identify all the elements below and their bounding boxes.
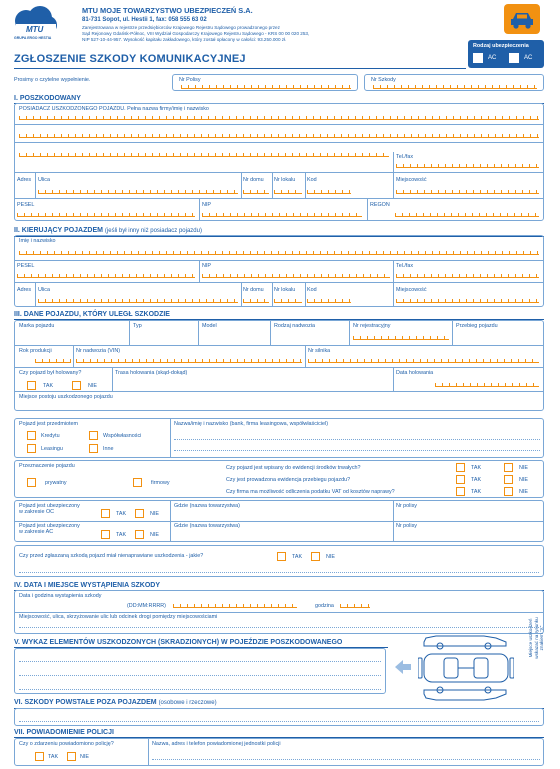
company-name: MTU MOJE TOWARZYSTWO UBEZPIECZEŃ S.A. <box>82 6 253 15</box>
damage-note <box>528 608 545 668</box>
police-yes-label: TAK <box>48 754 59 760</box>
event-hour-input[interactable] <box>340 603 370 608</box>
bank-name-line-2[interactable] <box>174 450 540 451</box>
ins-ac-checkbox-1[interactable] <box>473 53 483 63</box>
q2-yes-checkbox[interactable] <box>456 475 465 484</box>
event-date-input[interactable] <box>173 603 297 608</box>
damage-note-line-1: Miejsce uszkodzeń <box>528 618 533 658</box>
vehicle-przebieg-label: Przebieg pojazdu <box>456 323 498 329</box>
date-format-label: (DD:MM:RRRR) <box>127 603 166 609</box>
vat-question: Czy firma ma możliwość odliczenia podatku VAT od kosztów naprawy? <box>226 489 395 495</box>
driver-adres-label: Adres <box>17 287 32 293</box>
prior-damage-no-label: NIE <box>326 554 335 560</box>
towed-no-checkbox[interactable] <box>72 381 81 390</box>
police-yes-checkbox[interactable] <box>35 752 44 761</box>
tow-date-label: Data holowania <box>396 370 434 376</box>
owner-nip-input[interactable] <box>202 212 362 217</box>
bank-name-line-1[interactable] <box>174 439 540 440</box>
vehicle-box-5 <box>14 545 544 577</box>
section-2-box <box>14 235 544 307</box>
insurance-type-label: Rodzaj ubezpieczenia <box>473 43 529 49</box>
driver-miejscowosc-label: Miejscowość <box>396 287 427 293</box>
owner-miejscowosc-input[interactable] <box>396 189 539 194</box>
section-2-title: II. KIERUJĄCY POJAZDEM (jeśli był inny niż posiadacz pojazdu) <box>14 226 544 237</box>
vehicle-nrrej-label: Nr rejestracyjny <box>353 323 391 329</box>
ac-label-1: Pojazd jest ubezpieczony <box>19 523 80 529</box>
ins-ac-checkbox-2[interactable] <box>509 53 519 63</box>
kredytu-checkbox[interactable] <box>27 431 36 440</box>
outside-damage-line[interactable] <box>19 721 539 722</box>
q3-no-checkbox[interactable] <box>504 487 513 496</box>
intro-text: Prosimy o czytelne wypełnienie. <box>14 77 91 83</box>
owner-tel-label: Tel./fax <box>396 154 414 160</box>
police-no-label: NIE <box>80 754 89 760</box>
wspol-label: Współwłasności <box>103 433 142 439</box>
tow-date-input[interactable] <box>435 382 539 387</box>
q2-yes-label: TAK <box>471 477 482 483</box>
driver-tel-label: Tel./fax <box>396 263 414 269</box>
owner-label: POSIADACZ USZKODZONEGO POJAZDU. Pełna nazwa firmy/imię i nazwisko <box>19 106 209 112</box>
oc-label-2: w zakresie OC <box>19 509 55 515</box>
mileage-question: Czy jest prowadzona ewidencja przebiegu pojazdu? <box>226 477 351 483</box>
vehicle-nrrej-input[interactable] <box>353 335 449 340</box>
oc-no-checkbox[interactable] <box>135 509 144 518</box>
driver-nip-input[interactable] <box>202 273 390 278</box>
section-6-box <box>14 708 544 726</box>
damaged-elements-box <box>14 648 386 694</box>
ac-policy-label: Nr polisy <box>396 523 417 529</box>
damage-line-2[interactable] <box>19 675 381 676</box>
driver-pesel-label: PESEL <box>17 263 35 269</box>
section-1-box <box>14 103 544 221</box>
driver-nip-label: NIP <box>202 263 211 269</box>
arrow-icon <box>393 658 413 678</box>
owner-nrdomu-input[interactable] <box>243 189 269 194</box>
event-datetime-label: Data i godzina wystąpienia szkody <box>19 593 102 599</box>
event-place-label: Miejscowość, ulica, skrzyżowanie ulic lub odcinek drogi pomiędzy miejscowościami <box>19 614 218 620</box>
owner-ulica-input[interactable] <box>38 189 238 194</box>
section-4-title: IV. DATA I MIEJSCE WYSTĄPIENIA SZKODY <box>14 581 544 591</box>
owner-tel-input[interactable] <box>396 163 539 168</box>
owner-pesel-label: PESEL <box>17 202 35 208</box>
section-4-box <box>14 590 544 634</box>
prior-damage-question: Czy przed zgłaszaną szkodą pojazd miał nienaprawiane uszkodzenia - jakie? <box>19 553 204 559</box>
event-place-line[interactable] <box>19 627 539 628</box>
section-7-box <box>14 738 544 766</box>
inne-label: Inne <box>103 446 114 452</box>
oc-policy-label: Nr polisy <box>396 503 417 509</box>
owner-kod-input[interactable] <box>307 189 351 194</box>
company-reg-line2: Sąd Rejonowy Gdańsk-Północ, VIII Wydział Gospodarczy Krajowego Rejestru Sądowego - KRS 00 00 020 253, <box>82 31 310 36</box>
ins-ac-label-2: AC <box>524 55 533 61</box>
logo-subtitle: GRUPA ERGO HESTIA <box>14 36 52 40</box>
owner-kod-label: Kod <box>307 177 317 183</box>
owner-line-2[interactable] <box>19 133 539 138</box>
owner-nip-label: NIP <box>202 202 211 208</box>
owner-pesel-input[interactable] <box>17 212 195 217</box>
vehicle-marka-label: Marka pojazdu <box>19 323 55 329</box>
oc-yes-checkbox[interactable] <box>101 509 110 518</box>
driver-nrlokalu-label: Nr lokalu <box>274 287 296 293</box>
q2-no-label: NIE <box>519 477 528 483</box>
police-no-checkbox[interactable] <box>67 752 76 761</box>
prior-damage-no-checkbox[interactable] <box>311 552 320 561</box>
vehicle-silnik-input[interactable] <box>308 358 539 363</box>
ac-no-checkbox[interactable] <box>135 530 144 539</box>
driver-kod-input[interactable] <box>307 298 351 303</box>
oc-label-1: Pojazd jest ubezpieczony <box>19 503 80 509</box>
towed-yes-label: TAK <box>43 383 54 389</box>
firmowy-checkbox[interactable] <box>133 478 142 487</box>
vehicle-rok-label: Rok produkcji <box>19 348 52 354</box>
q1-no-label: NIE <box>519 465 528 471</box>
ac-company-label: Gdzie (nazwa towarzystwa) <box>174 523 240 529</box>
damage-note-line-3: znakiem "X" <box>539 625 544 651</box>
driver-kod-label: Kod <box>307 287 317 293</box>
vehicle-vin-input[interactable] <box>76 358 302 363</box>
q1-yes-label: TAK <box>471 465 482 471</box>
oc-no-label: NIE <box>150 511 159 517</box>
oc-yes-label: TAK <box>116 511 127 517</box>
owner-adres-label: Adres <box>17 177 32 183</box>
logo <box>14 5 58 45</box>
car-icon <box>504 4 540 34</box>
vehicle-vin-label: Nr nadwozia (VIN) <box>76 348 121 354</box>
car-damage-diagram[interactable] <box>418 634 514 702</box>
inne-checkbox[interactable] <box>89 444 98 453</box>
purpose-label: Przeznaczenie pojazdu <box>19 463 75 469</box>
section-7-title: VII. POWIADOMIENIE POLICJI <box>14 728 544 738</box>
damage-note-line-2: wskazać na rysunku <box>533 617 539 659</box>
prior-damage-yes-checkbox[interactable] <box>277 552 286 561</box>
towed-no-label: NIE <box>88 383 97 389</box>
driver-tel-input[interactable] <box>396 273 539 278</box>
owner-regon-input[interactable] <box>395 212 539 217</box>
owner-nrlokalu-label: Nr lokalu <box>274 177 296 183</box>
subject-label: Pojazd jest przedmiotem <box>19 421 79 427</box>
oc-company-label: Gdzie (nazwa towarzystwa) <box>174 503 240 509</box>
vehicle-model-label: Model <box>202 323 217 329</box>
firmowy-label: firmowy <box>151 480 170 486</box>
prywatny-label: prywatny <box>45 480 67 486</box>
logo-text: MTU <box>26 25 44 34</box>
company-reg-line3: NIP 527-10-44-957. Wysokość kapitału zakładowego, który został opłacony w całości: 93.250.000 zł. <box>82 37 287 42</box>
q3-yes-label: TAK <box>471 489 482 495</box>
police-question: Czy o zdarzeniu powiadomiono policję? <box>19 741 114 747</box>
car-badge <box>504 4 540 34</box>
driver-nrlokalu-input[interactable] <box>274 298 302 303</box>
leasingu-checkbox[interactable] <box>27 444 36 453</box>
owner-ulica-label: Ulica <box>38 177 50 183</box>
q3-no-label: NIE <box>519 489 528 495</box>
damage-line-1[interactable] <box>19 661 381 662</box>
vehicle-nadwozie-label: Rodzaj nadwozia <box>274 323 316 329</box>
ac-no-label: NIE <box>150 532 159 538</box>
owner-nrlokalu-input[interactable] <box>274 189 302 194</box>
bank-name-label: Nazwa/imię i nazwisko (bank, firma leasingowa, współwłaściciel) <box>174 421 328 427</box>
owner-miejscowosc-label: Miejscowość <box>396 177 427 183</box>
q3-yes-checkbox[interactable] <box>456 487 465 496</box>
vehicle-rok-input[interactable] <box>35 358 71 363</box>
nr-polisy-label: Nr Polisy <box>179 77 201 83</box>
driver-nrdomu-label: Nr domu <box>243 287 264 293</box>
police-unit-line[interactable] <box>152 759 540 760</box>
vehicle-box-4 <box>14 500 544 542</box>
owner-nrdomu-label: Nr domu <box>243 177 264 183</box>
tow-route-label: Trasa holowania (skąd-dokąd) <box>115 370 188 376</box>
company-address: 81-731 Sopot, ul. Hestii 1, fax: 058 555 63 02 <box>82 17 207 23</box>
vehicle-box-2 <box>14 418 544 458</box>
towed-question-label: Czy pojazd był holowany? <box>19 370 82 376</box>
leasingu-label: Leasingu <box>41 446 63 452</box>
ac-label-2: w zakresie AC <box>19 529 54 535</box>
towed-yes-checkbox[interactable] <box>27 381 36 390</box>
section-6-title: VI. SZKODY POWSTAŁE POZA POJAZDEM (osobowe i rzeczowe) <box>14 698 544 709</box>
vehicle-box-1 <box>14 320 544 411</box>
fixed-assets-question: Czy pojazd jest wpisany do ewidencji środków trwałych? <box>226 465 361 471</box>
insurance-type-box <box>468 40 544 68</box>
parking-place-label: Miejsce postoju uszkodzonego pojazdu <box>19 394 113 400</box>
prior-damage-yes-label: TAK <box>292 554 303 560</box>
company-reg-line1: Zarejestrowana w rejestrze przedsiębiorców Krajowego Rejestru Sądowego prowadzonego przez <box>82 25 280 30</box>
q2-no-checkbox[interactable] <box>504 475 513 484</box>
section-3-title: III. DANE POJAZDU, KTÓRY ULEGŁ SZKODZIE <box>14 310 544 320</box>
ac-yes-label: TAK <box>116 532 127 538</box>
nr-szkody-field[interactable] <box>364 74 544 91</box>
ins-ac-label-1: AC <box>488 55 497 61</box>
event-hour-label: godzina <box>315 603 334 609</box>
owner-line-1[interactable] <box>19 115 539 120</box>
owner-regon-label: REGON <box>370 202 390 208</box>
q1-no-checkbox[interactable] <box>504 463 513 472</box>
vehicle-box-3 <box>14 460 544 498</box>
vehicle-silnik-label: Nr silnika <box>308 348 331 354</box>
nr-szkody-label: Nr Szkody <box>371 77 396 83</box>
ac-yes-checkbox[interactable] <box>101 530 110 539</box>
page-title: ZGŁOSZENIE SZKODY KOMUNIKACYJNEJ <box>14 53 246 65</box>
police-unit-label: Nazwa, adres i telefon powiadomionej jednostki policji <box>152 741 281 747</box>
driver-ulica-input[interactable] <box>38 298 238 303</box>
driver-nrdomu-input[interactable] <box>243 298 269 303</box>
prywatny-checkbox[interactable] <box>27 478 36 487</box>
q1-yes-checkbox[interactable] <box>456 463 465 472</box>
owner-line-3[interactable] <box>19 152 389 157</box>
damage-line-3[interactable] <box>19 689 381 690</box>
driver-ulica-label: Ulica <box>38 287 50 293</box>
section-5-title: V. WYKAZ ELEMENTÓW USZKODZONYCH (SKRADZIONYCH) W POJEŹDZIE POSZKODOWANEGO <box>14 638 388 648</box>
vehicle-typ-label: Typ <box>133 323 142 329</box>
driver-miejscowosc-input[interactable] <box>396 298 539 303</box>
driver-name-input[interactable] <box>19 250 539 255</box>
wspol-checkbox[interactable] <box>89 431 98 440</box>
section-1-title: I. POSZKODOWANY <box>14 94 544 104</box>
driver-pesel-input[interactable] <box>17 273 195 278</box>
nr-polisy-field[interactable] <box>172 74 358 91</box>
prior-damage-line[interactable] <box>19 572 539 573</box>
driver-name-label: Imię i nazwisko <box>19 238 56 244</box>
kredytu-label: Kredytu <box>41 433 60 439</box>
